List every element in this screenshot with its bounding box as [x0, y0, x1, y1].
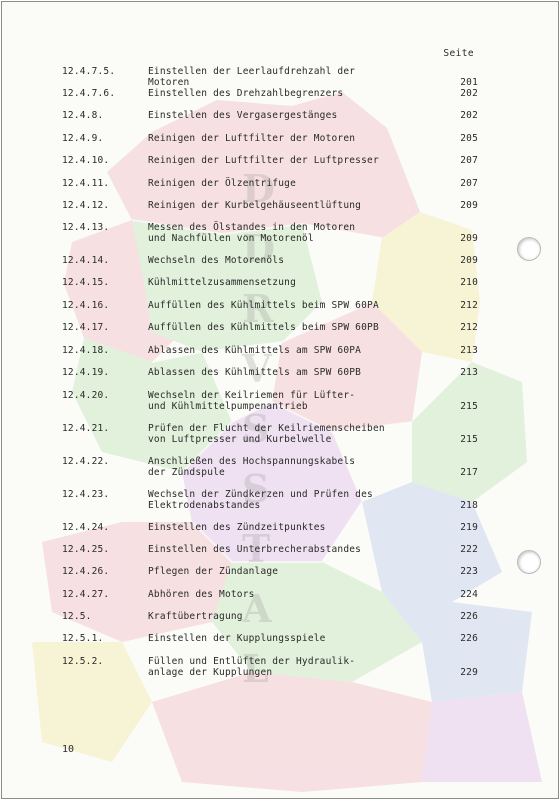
toc-entry-number: 12.4.20.	[62, 390, 110, 401]
toc-entry-number: 12.4.7.5.	[62, 66, 116, 77]
toc-entry-title: Pflegen der Zündanlage	[148, 566, 279, 577]
toc-entry-title: Einstellen des Drehzahlbegrenzers	[148, 88, 344, 99]
toc-entry-number: 12.4.15.	[62, 277, 110, 288]
svg-text:R: R	[242, 286, 274, 331]
toc-entry-title: Wechseln des Motorenöls	[148, 255, 285, 266]
toc-entry-number: 12.4.26.	[62, 566, 110, 577]
toc-entry-page: 210	[460, 277, 478, 288]
toc-entry-title: Kraftübertragung	[148, 611, 243, 622]
toc-entry-number: 12.4.11.	[62, 178, 110, 189]
toc-entry-page: 224	[460, 589, 478, 600]
toc-entry-title: Füllen und Entlüften der Hydraulik- anlage der Kupplungen	[148, 656, 356, 678]
toc-entry-page: 201	[460, 77, 478, 88]
toc-entry-number: 12.4.8.	[62, 110, 104, 121]
page-column-header: Seite	[443, 48, 474, 59]
toc-entry-page: 218	[460, 500, 478, 511]
toc-entry-title: Einstellen der Kupplungsspiele	[148, 633, 326, 644]
toc-entry-number: 12.4.27.	[62, 589, 110, 600]
toc-entry-title: Wechseln der Keilriemen für Lüfter- und Kühlmittelpumpenantrieb	[148, 390, 356, 412]
toc-entry-number: 12.4.16.	[62, 300, 110, 311]
svg-text:T: T	[242, 526, 271, 571]
toc-entry-title: Reinigen der Luftfilter der Motoren	[148, 133, 356, 144]
toc-entry-number: 12.4.13.	[62, 222, 110, 233]
toc-entry-title: Prüfen der Flucht der Keilriemenscheiben von Luftpresser und Kurbelwelle	[148, 423, 385, 445]
toc-entry-page: 212	[460, 322, 478, 333]
toc-entry-number: 12.4.21.	[62, 423, 110, 434]
toc-entry-page: 229	[460, 667, 478, 678]
toc-entry-page: 226	[460, 611, 478, 622]
toc-entry-page: 209	[460, 255, 478, 266]
toc-entry-page: 207	[460, 178, 478, 189]
toc-entry-page: 205	[460, 133, 478, 144]
toc-entry-number: 12.4.19.	[62, 367, 110, 378]
svg-text:L: L	[242, 646, 269, 691]
toc-entry-title: Abhören des Motors	[148, 589, 255, 600]
toc-entry-number: 12.5.2.	[62, 656, 104, 667]
map-region-bottom	[152, 672, 432, 792]
toc-entry-number: 12.4.22.	[62, 456, 110, 467]
toc-entry-title: Reinigen der Luftfilter der Luftpresser	[148, 155, 379, 166]
page-number: 10	[62, 744, 75, 755]
toc-entry-number: 12.4.9.	[62, 133, 104, 144]
toc-entry-number: 12.4.10.	[62, 155, 110, 166]
toc-entry-number: 12.4.12.	[62, 200, 110, 211]
toc-entry-title: Reinigen der Ölzentrifuge	[148, 178, 296, 189]
toc-entry-title: Kühlmittelzusammensetzung	[148, 277, 296, 288]
toc-entry-page: 217	[460, 467, 478, 478]
toc-entry-title: Auffüllen des Kühlmittels beim SPW 60PA	[148, 300, 379, 311]
map-region-southwest	[42, 522, 232, 642]
toc-entry-page: 215	[460, 401, 478, 412]
toc-entry-title: Einstellen der Leerlaufdrehzahl der Motoren	[148, 66, 356, 88]
punch-hole-bottom	[517, 550, 541, 574]
toc-entry-number: 12.4.17.	[62, 322, 110, 333]
toc-entry-title: Auffüllen des Kühlmittels beim SPW 60PB	[148, 322, 379, 333]
punch-hole-top	[517, 237, 541, 261]
toc-entry-title: Einstellen des Unterbrecherabstandes	[148, 544, 362, 555]
toc-entry-title: Einstellen des Vergasergestänges	[148, 110, 338, 121]
toc-entry-title: Reinigen der Kurbelgehäuseentlüftung	[148, 200, 362, 211]
document-page	[1, 1, 559, 799]
toc-entry-number: 12.4.23.	[62, 489, 110, 500]
toc-entry-page: 215	[460, 434, 478, 445]
toc-entry-page: 213	[460, 345, 478, 356]
toc-entry-page: 222	[460, 544, 478, 555]
map-region-bottom-right	[422, 692, 542, 782]
toc-entry-title: Messen des Ölstandes in den Motoren und Nachfüllen von Motorenöl	[148, 222, 356, 244]
svg-text:V: V	[242, 346, 272, 391]
toc-entry-page: 209	[460, 233, 478, 244]
toc-entry-page: 209	[460, 200, 478, 211]
toc-entry-number: 12.4.7.6.	[62, 88, 116, 99]
svg-text:A: A	[242, 586, 272, 631]
toc-entry-number: 12.5.1.	[62, 633, 104, 644]
toc-entry-number: 12.4.25.	[62, 544, 110, 555]
toc-entry-title: Ablassen des Kühlmittels am SPW 60PB	[148, 367, 362, 378]
svg-text:S: S	[242, 406, 270, 451]
toc-entry-number: 12.4.18.	[62, 345, 110, 356]
toc-entry-title: Wechseln der Zündkerzen und Prüfen des Elektrodenabstandes	[148, 489, 373, 511]
toc-entry-page: 223	[460, 566, 478, 577]
svg-text:D: D	[242, 166, 275, 211]
toc-entry-title: Ablassen des Kühlmittels am SPW 60PA	[148, 345, 362, 356]
toc-entry-number: 12.4.24.	[62, 522, 110, 533]
toc-entry-page: 219	[460, 522, 478, 533]
toc-entry-page: 226	[460, 633, 478, 644]
toc-entry-number: 12.5.	[62, 611, 92, 622]
toc-entry-title: Einstellen des Zündzeitpunktes	[148, 522, 326, 533]
toc-entry-page: 202	[460, 110, 478, 121]
svg-text:D: D	[242, 226, 275, 271]
toc-entry-title: Anschließen des Hochspannungskabels der Zündspule	[148, 456, 356, 478]
toc-entry-page: 202	[460, 88, 478, 99]
svg-text:S: S	[242, 466, 270, 511]
toc-entry-number: 12.4.14.	[62, 255, 110, 266]
toc-entry-page: 207	[460, 155, 478, 166]
toc-entry-page: 213	[460, 367, 478, 378]
toc-entry-page: 212	[460, 300, 478, 311]
